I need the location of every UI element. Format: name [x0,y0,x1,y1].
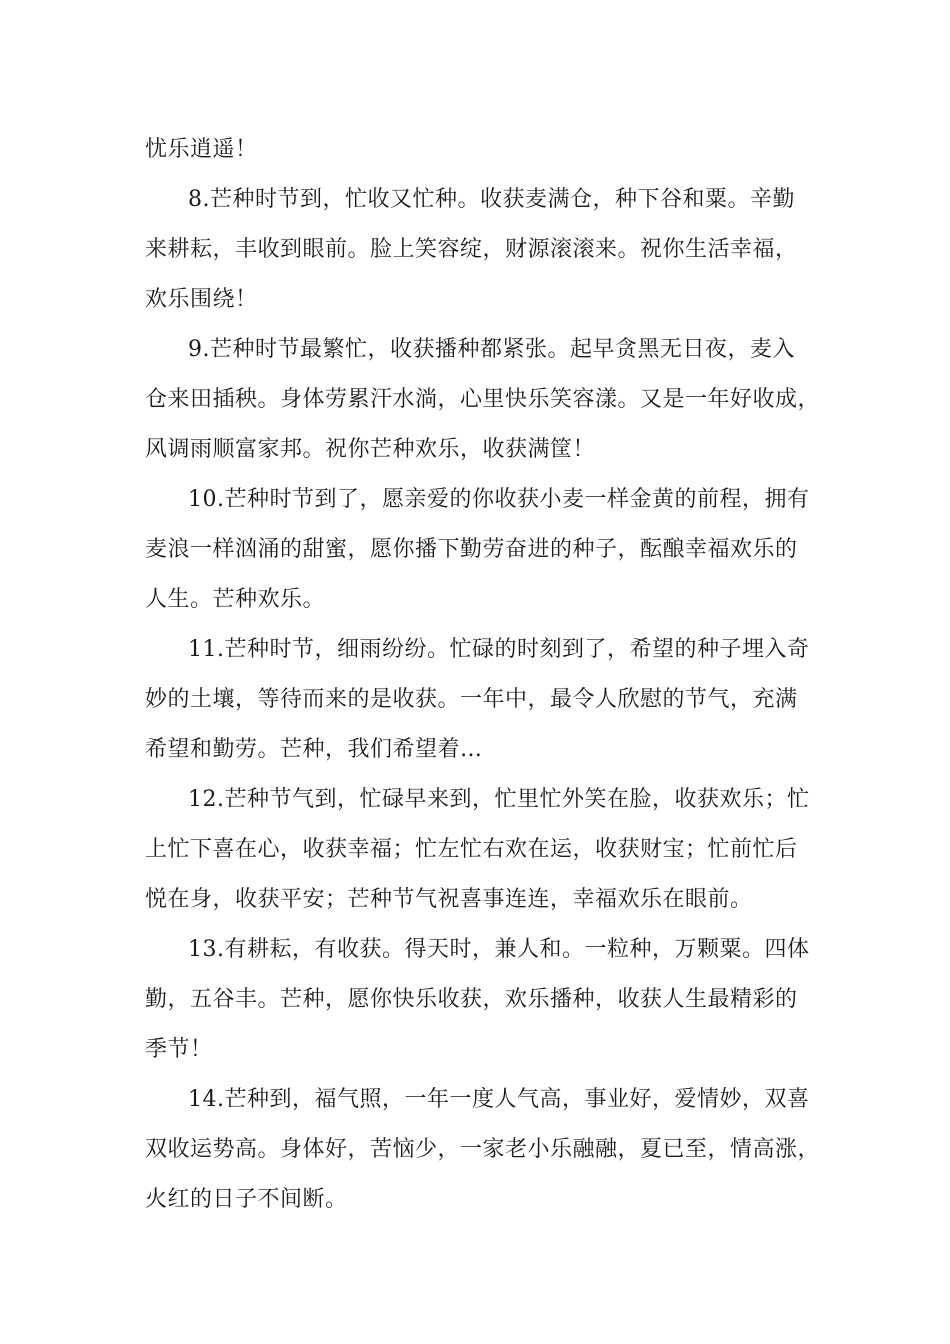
paragraph-line: 仓来田插秧。身体劳累汗水淌，心里快乐笑容漾。又是一年好收成， [145,387,821,412]
paragraph-line: 勤，五谷丰。芒种，愿你快乐收获，欢乐播种，收获人生最精彩的 [145,987,798,1012]
paragraph-line: 12.芒种节气到，忙碌早来到，忙里忙外笑在脸，收获欢乐；忙 [188,787,810,812]
paragraph-line: 13.有耕耘，有收获。得天时，兼人和。一粒种，万颗粟。四体 [188,937,810,962]
paragraph-line: 上忙下喜在心，收获幸福；忙左忙右欢在运，收获财宝；忙前忙后 [145,837,798,862]
paragraph-line: 希望和勤劳。芒种，我们希望着… [145,737,483,762]
paragraph-line: 9.芒种时节最繁忙，收获播种都紧张。起早贪黑无日夜，麦入 [188,337,795,362]
paragraph-line: 人生。芒种欢乐。 [145,587,326,612]
paragraph-line: 风调雨顺富家邦。祝你芒种欢乐，收获满筐！ [145,437,596,462]
paragraph-line: 火红的日子不间断。 [145,1187,348,1212]
paragraph-line: 悦在身，收获平安；芒种节气祝喜事连连，幸福欢乐在眼前。 [145,887,753,912]
paragraph-line: 来耕耘，丰收到眼前。脸上笑容绽，财源滚滚来。祝你生活幸福， [145,237,798,262]
paragraph-line: 双收运势高。身体好，苦恼少，一家老小乐融融，夏已至，情高涨， [145,1137,821,1162]
lead-in-line: 忧乐逍遥！ [145,137,258,162]
paragraph-line: 14.芒种到，福气照，一年一度人气高，事业好，爱情妙，双喜 [188,1087,810,1112]
paragraph-line: 妙的土壤，等待而来的是收获。一年中，最令人欣慰的节气，充满 [145,687,798,712]
paragraph-line: 10.芒种时节到了，愿亲爱的你收获小麦一样金黄的前程，拥有 [188,487,810,512]
paragraph-line: 8.芒种时节到，忙收又忙种。收获麦满仓，种下谷和粟。辛勤 [188,187,795,212]
paragraph-line: 季节！ [145,1037,213,1062]
paragraph-line: 11.芒种时节，细雨纷纷。忙碌的时刻到了，希望的种子埋入奇 [188,637,810,662]
paragraph-line: 欢乐围绕！ [145,287,258,312]
paragraph-line: 麦浪一样汹涌的甜蜜，愿你播下勤劳奋进的种子，酝酿幸福欢乐的 [145,537,798,562]
